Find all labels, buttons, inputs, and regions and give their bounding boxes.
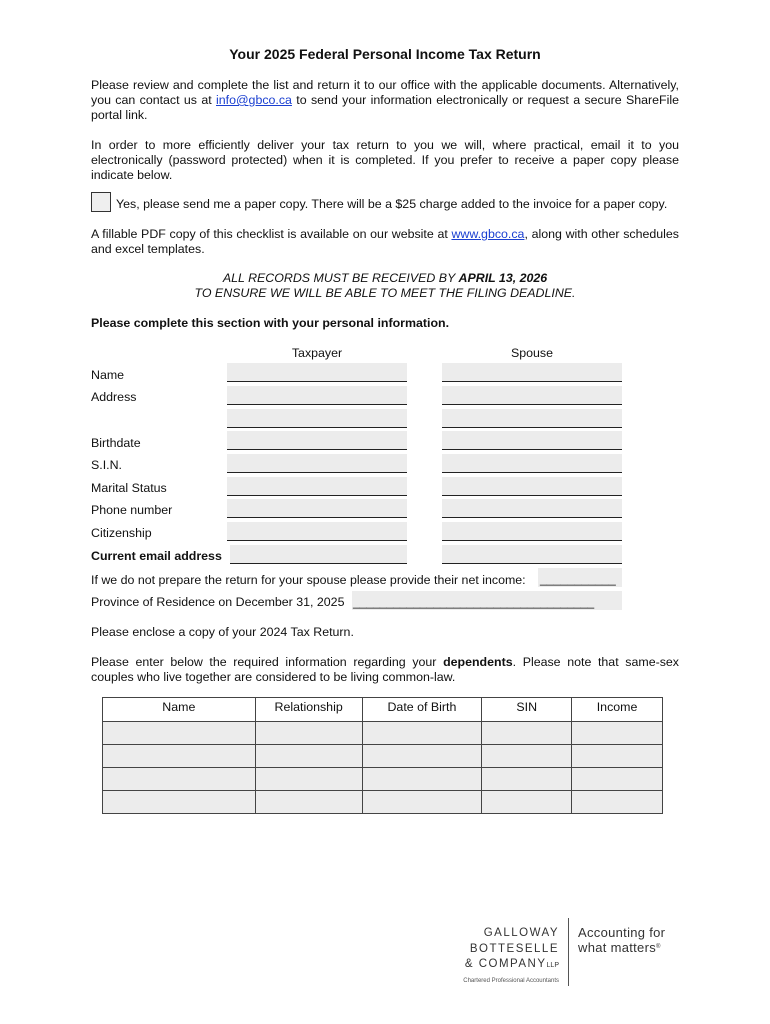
logo-subtitle: Chartered Professional Accountants [463,977,559,984]
spouse-column-header: Spouse [510,346,554,360]
table-row [103,768,663,791]
logo-line-1: GALLOWAY [483,927,559,939]
dependent-income-cell[interactable] [572,745,663,768]
taxpayer-marital-field[interactable] [227,477,407,496]
name-label: Name [91,368,125,382]
logo-llp: LLP [546,962,559,969]
dependent-name-cell[interactable] [103,722,256,745]
personal-section-heading: Please complete this section with your personal information. [91,316,450,330]
dependent-relationship-cell[interactable] [255,791,362,814]
phone-label: Phone number [91,503,173,517]
taxpayer-sin-field[interactable] [227,454,407,473]
dependent-dob-cell[interactable] [362,791,482,814]
dependents-text-end: . Please note that same-sex couples who live together are considered to be living common-law. [91,655,679,684]
dependent-sin-cell[interactable] [482,791,572,814]
dependent-sin-cell[interactable] [482,722,572,745]
website-link[interactable]: www.gbco.ca [451,227,525,241]
email-link[interactable]: info@gbco.ca [216,93,292,107]
table-row [103,745,663,768]
header-relationship: Relationship [255,698,362,722]
spouse-email-field[interactable] [442,545,622,564]
taxpayer-name-field[interactable] [227,363,407,382]
dependent-dob-cell[interactable] [362,745,482,768]
tagline-line-1: Accounting for [578,925,666,940]
tagline [578,925,665,955]
spouse-address-field-2[interactable] [442,409,622,428]
spouse-sin-field[interactable] [442,454,622,473]
dependent-income-cell[interactable] [572,722,663,745]
taxpayer-address-field-1[interactable] [227,386,407,405]
dependent-dob-cell[interactable] [362,768,482,791]
header-name: Name [103,698,256,722]
spouse-marital-field[interactable] [442,477,622,496]
province-label: Province of Residence on December 31, 2025 [91,595,345,609]
dependent-sin-cell[interactable] [482,768,572,791]
tagline-line-2 [578,940,665,955]
taxpayer-phone-field[interactable] [227,499,407,518]
dependent-income-cell[interactable] [572,768,663,791]
spouse-address-field-1[interactable] [442,386,622,405]
spouse-phone-field[interactable] [442,499,622,518]
deadline-line-2: TO ENSURE WE WILL BE ABLE TO MEET THE FILING DEADLINE. [194,286,576,300]
logo-line-2: BOTTESELLE [469,942,559,955]
birthdate-label: Birthdate [91,436,141,450]
header-sin: SIN [482,698,572,722]
spouse-income-field[interactable] [538,568,622,587]
deadline-prefix: ALL RECORDS MUST BE RECEIVED BY [222,271,459,285]
email-label: Current email address [91,549,222,563]
dependent-sin-cell[interactable] [482,745,572,768]
table-row [103,791,663,814]
dependent-relationship-cell[interactable] [255,722,362,745]
table-header-row [103,698,663,722]
spouse-name-field[interactable] [442,363,622,382]
taxpayer-address-field-2[interactable] [227,409,407,428]
province-field[interactable] [352,591,622,610]
dependents-bold: dependents [443,655,513,669]
dependent-income-cell[interactable] [572,791,663,814]
dependent-relationship-cell[interactable] [255,768,362,791]
delivery-paragraph: In order to more efficiently deliver your tax return to you we will, where practical, email it to you electronically (password protected) when it is completed. If you prefer to receive a paper copy please indicate below. [91,138,679,182]
province-blank: ____________________________________ [353,595,594,609]
spouse-income-blank: ___________ [540,572,616,586]
deadline-date: APRIL 13, 2026 [458,271,548,285]
taxpayer-citizenship-field[interactable] [227,522,407,541]
citizenship-label: Citizenship [91,526,152,540]
address-label: Address [91,390,137,404]
header-date-of-birth: Date of Birth [362,698,482,722]
sin-label: S.I.N. [91,458,122,472]
spouse-birthdate-field[interactable] [442,431,622,450]
dependent-name-cell[interactable] [103,745,256,768]
dependent-dob-cell[interactable] [362,722,482,745]
tagline-text: what matters [578,940,657,955]
marital-status-label: Marital Status [91,481,167,495]
intro-text: Please review and complete the list and return it to our office with the applicable documents. Alternatively, you can contact us at [91,78,679,107]
header-income: Income [572,698,663,722]
paper-copy-label: Yes, please send me a paper copy. There will be a $25 charge added to the invoice for a paper copy. [116,197,668,211]
logo-company: & COMPANY [464,958,547,970]
dependents-table [102,697,663,814]
intro-text-end: to send your information electronically or request a secure ShareFile portal link. [91,93,679,122]
company-logo [463,926,559,989]
deadline-line-1 [0,271,770,286]
intro-paragraph [91,78,679,123]
paper-copy-checkbox[interactable] [91,192,111,212]
dependents-paragraph [91,655,679,685]
dependent-name-cell[interactable] [103,791,256,814]
spouse-income-label: If we do not prepare the return for your spouse please provide their net income: [91,573,526,587]
taxpayer-column-header: Taxpayer [291,346,343,360]
dependents-text: Please enter below the required information regarding your [91,655,444,669]
logo-line-3 [463,957,559,974]
spouse-citizenship-field[interactable] [442,522,622,541]
fillable-text: A fillable PDF copy of this checklist is available on our website at [91,227,452,241]
tagline-trademark: ® [656,944,661,950]
table-row [103,722,663,745]
taxpayer-birthdate-field[interactable] [227,431,407,450]
fillable-text-end: , along with other schedules and excel templates. [91,227,679,256]
enclose-note: Please enclose a copy of your 2024 Tax Return. [91,625,354,639]
dependent-name-cell[interactable] [103,768,256,791]
dependent-relationship-cell[interactable] [255,745,362,768]
page-title: Your 2025 Federal Personal Income Tax Return [229,46,541,62]
taxpayer-email-field[interactable] [230,545,407,564]
logo-divider [568,918,569,986]
fillable-paragraph [91,227,679,257]
